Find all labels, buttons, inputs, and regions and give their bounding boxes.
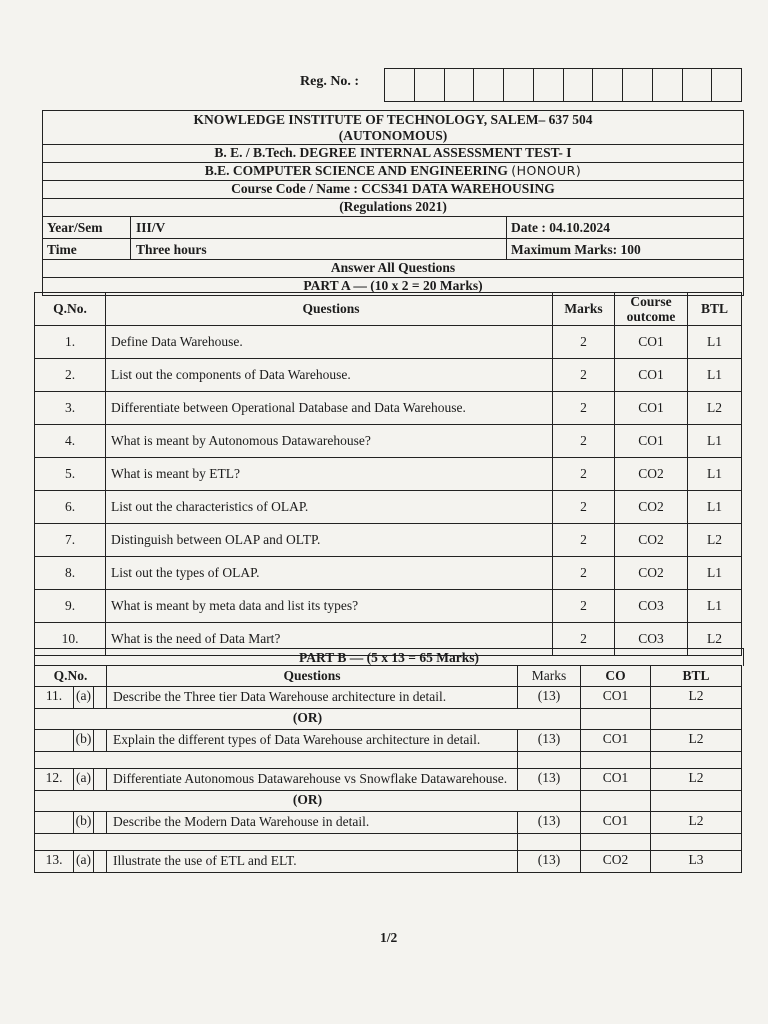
table-row xyxy=(35,458,742,491)
question-co: CO1 xyxy=(581,812,651,834)
question-marks: (13) xyxy=(518,851,581,873)
question-btl: L1 xyxy=(688,359,742,392)
question-co: CO1 xyxy=(581,769,651,791)
table-row xyxy=(35,687,742,709)
question-text: Explain the different types of Data Warehouse architecture in detail. xyxy=(107,730,518,752)
question-co: CO1 xyxy=(615,359,688,392)
question-text: List out the types of OLAP. xyxy=(106,557,553,590)
question-co: CO2 xyxy=(581,851,651,873)
question-btl: L2 xyxy=(688,524,742,557)
part-b-table xyxy=(34,665,742,873)
reg-no-cell xyxy=(385,69,415,101)
question-sub: (b) xyxy=(74,812,94,834)
col-btl: BTL xyxy=(651,666,742,687)
question-co: CO2 xyxy=(615,458,688,491)
question-text: Differentiate between Operational Database and Data Warehouse. xyxy=(106,392,553,425)
question-btl: L2 xyxy=(651,687,742,709)
col-co: CO xyxy=(581,666,651,687)
reg-no-cell xyxy=(712,69,741,101)
max-marks: Maximum Marks: 100 xyxy=(511,242,641,257)
or-label: (OR) xyxy=(35,709,581,730)
question-text: What is meant by meta data and list its types? xyxy=(106,590,553,623)
question-number: 1. xyxy=(35,326,106,359)
table-row xyxy=(35,812,742,834)
question-text: Define Data Warehouse. xyxy=(106,326,553,359)
table-row xyxy=(35,326,742,359)
part-b-title: PART B — (5 x 13 = 65 Marks) xyxy=(34,648,744,666)
col-qno: Q.No. xyxy=(35,293,106,326)
empty-cell xyxy=(581,709,651,730)
question-btl: L1 xyxy=(688,491,742,524)
question-marks: (13) xyxy=(518,812,581,834)
empty-cell xyxy=(35,752,518,769)
question-text: Distinguish between OLAP and OLTP. xyxy=(106,524,553,557)
table-row xyxy=(35,590,742,623)
question-text: Describe the Three tier Data Warehouse architecture in detail. xyxy=(107,687,518,709)
question-btl: L2 xyxy=(688,392,742,425)
question-number: 10. xyxy=(35,623,106,656)
reg-no-label: Reg. No. : xyxy=(300,74,360,89)
empty-cell xyxy=(651,791,742,812)
course-name: Course Code / Name : CCS341 DATA WAREHOUSING xyxy=(43,181,743,199)
empty-cell xyxy=(518,752,581,769)
empty-cell xyxy=(651,709,742,730)
question-co: CO2 xyxy=(615,557,688,590)
question-marks: (13) xyxy=(518,769,581,791)
gap-cell xyxy=(94,769,107,791)
part-a-header-row xyxy=(35,293,742,326)
table-row xyxy=(35,851,742,873)
or-row xyxy=(35,709,742,730)
table-row xyxy=(35,557,742,590)
or-label: (OR) xyxy=(35,791,581,812)
exam-title: B. E. / B.Tech. DEGREE INTERNAL ASSESSMENT TEST- I xyxy=(43,145,743,163)
question-btl: L2 xyxy=(651,730,742,752)
question-co: CO1 xyxy=(581,687,651,709)
table-row xyxy=(35,524,742,557)
reg-no-cell xyxy=(653,69,683,101)
question-text: What is meant by Autonomous Datawarehouse? xyxy=(106,425,553,458)
question-marks: 2 xyxy=(553,623,615,656)
question-sub: (a) xyxy=(74,851,94,873)
table-row xyxy=(35,491,742,524)
gap-cell xyxy=(94,730,107,752)
question-number: 13. xyxy=(35,851,74,873)
table-row xyxy=(35,425,742,458)
question-sub: (a) xyxy=(74,769,94,791)
question-co: CO1 xyxy=(615,326,688,359)
question-text: What is meant by ETL? xyxy=(106,458,553,491)
reg-no-cell xyxy=(415,69,445,101)
institute-block xyxy=(43,111,743,145)
question-number xyxy=(35,730,74,752)
part-a-title: PART A — (10 x 2 = 20 Marks) xyxy=(43,278,743,296)
info-rows xyxy=(43,217,743,260)
part-b-header-row xyxy=(35,666,742,687)
question-btl: L1 xyxy=(688,557,742,590)
exam-date: Date : 04.10.2024 xyxy=(511,220,610,235)
year-label: Year/Sem xyxy=(43,217,131,238)
question-btl: L2 xyxy=(651,769,742,791)
question-btl: L1 xyxy=(688,326,742,359)
question-btl: L1 xyxy=(688,590,742,623)
question-number: 8. xyxy=(35,557,106,590)
question-number: 4. xyxy=(35,425,106,458)
question-btl: L1 xyxy=(688,425,742,458)
question-co: CO1 xyxy=(615,392,688,425)
empty-cell xyxy=(651,752,742,769)
col-qno: Q.No. xyxy=(35,666,107,687)
question-number: 3. xyxy=(35,392,106,425)
question-btl: L2 xyxy=(688,623,742,656)
empty-cell xyxy=(518,834,581,851)
reg-no-cell xyxy=(534,69,564,101)
table-row xyxy=(35,359,742,392)
col-questions: Questions xyxy=(107,666,518,687)
table-row xyxy=(35,730,742,752)
time-value: Three hours xyxy=(131,239,507,259)
question-marks: (13) xyxy=(518,687,581,709)
question-btl: L2 xyxy=(651,812,742,834)
reg-no-cell xyxy=(445,69,475,101)
question-number: 7. xyxy=(35,524,106,557)
reg-no-cell xyxy=(564,69,594,101)
gap-cell xyxy=(94,687,107,709)
col-btl: BTL xyxy=(688,293,742,326)
empty-cell xyxy=(35,834,518,851)
question-number: 6. xyxy=(35,491,106,524)
time-label: Time xyxy=(43,239,131,259)
or-row xyxy=(35,791,742,812)
question-number: 5. xyxy=(35,458,106,491)
question-marks: 2 xyxy=(553,392,615,425)
question-co: CO2 xyxy=(615,524,688,557)
reg-no-cell xyxy=(683,69,713,101)
question-co: CO1 xyxy=(581,730,651,752)
reg-no-cell xyxy=(504,69,534,101)
question-text: List out the components of Data Warehouse. xyxy=(106,359,553,392)
honour-handwritten: (HONOUR) xyxy=(511,163,582,178)
gap-cell xyxy=(94,812,107,834)
reg-no-cell xyxy=(593,69,623,101)
col-questions: Questions xyxy=(106,293,553,326)
question-btl: L1 xyxy=(688,458,742,491)
question-text: Illustrate the use of ETL and ELT. xyxy=(107,851,518,873)
question-marks: 2 xyxy=(553,326,615,359)
question-co: CO3 xyxy=(615,623,688,656)
question-number: 11. xyxy=(35,687,74,709)
reg-no-cell xyxy=(474,69,504,101)
department-row xyxy=(43,163,743,181)
question-text: Describe the Modern Data Warehouse in detail. xyxy=(107,812,518,834)
year-value: III/V xyxy=(131,217,507,238)
question-number: 2. xyxy=(35,359,106,392)
spacer-row xyxy=(35,834,742,851)
col-marks: Marks xyxy=(553,293,615,326)
question-marks: 2 xyxy=(553,590,615,623)
institute-name: KNOWLEDGE INSTITUTE OF TECHNOLOGY, SALEM– 637 504 xyxy=(193,112,593,127)
spacer-row xyxy=(35,752,742,769)
question-marks: 2 xyxy=(553,557,615,590)
question-number xyxy=(35,812,74,834)
gap-cell xyxy=(94,851,107,873)
question-sub: (b) xyxy=(74,730,94,752)
page-number: 1/2 xyxy=(380,930,398,945)
info-row-time xyxy=(43,239,743,260)
question-co: CO2 xyxy=(615,491,688,524)
part-a-table xyxy=(34,292,742,656)
department-name: B.E. COMPUTER SCIENCE AND ENGINEERING xyxy=(204,163,508,178)
question-text: List out the characteristics of OLAP. xyxy=(106,491,553,524)
question-btl: L3 xyxy=(651,851,742,873)
col-course-outcome: Course outcome xyxy=(615,293,688,326)
question-text: Differentiate Autonomous Datawarehouse vs Snowflake Datawarehouse. xyxy=(107,769,518,791)
reg-no-boxes xyxy=(384,68,742,102)
empty-cell xyxy=(581,791,651,812)
question-number: 9. xyxy=(35,590,106,623)
table-row xyxy=(35,392,742,425)
table-row xyxy=(35,769,742,791)
col-marks: Marks xyxy=(518,666,581,687)
reg-no-cell xyxy=(623,69,653,101)
question-marks: 2 xyxy=(553,425,615,458)
question-marks: 2 xyxy=(553,491,615,524)
question-number: 12. xyxy=(35,769,74,791)
empty-cell xyxy=(581,834,651,851)
autonomous-label: (AUTONOMOUS) xyxy=(338,128,448,143)
question-sub: (a) xyxy=(74,687,94,709)
question-marks: 2 xyxy=(553,524,615,557)
info-row-year xyxy=(43,217,743,239)
exam-header xyxy=(42,110,744,296)
question-text: What is the need of Data Mart? xyxy=(106,623,553,656)
question-marks: (13) xyxy=(518,730,581,752)
instruction: Answer All Questions xyxy=(43,260,743,278)
empty-cell xyxy=(651,834,742,851)
regulation-label: (Regulations 2021) xyxy=(43,199,743,217)
empty-cell xyxy=(581,752,651,769)
question-marks: 2 xyxy=(553,359,615,392)
question-co: CO1 xyxy=(615,425,688,458)
question-co: CO3 xyxy=(615,590,688,623)
question-marks: 2 xyxy=(553,458,615,491)
